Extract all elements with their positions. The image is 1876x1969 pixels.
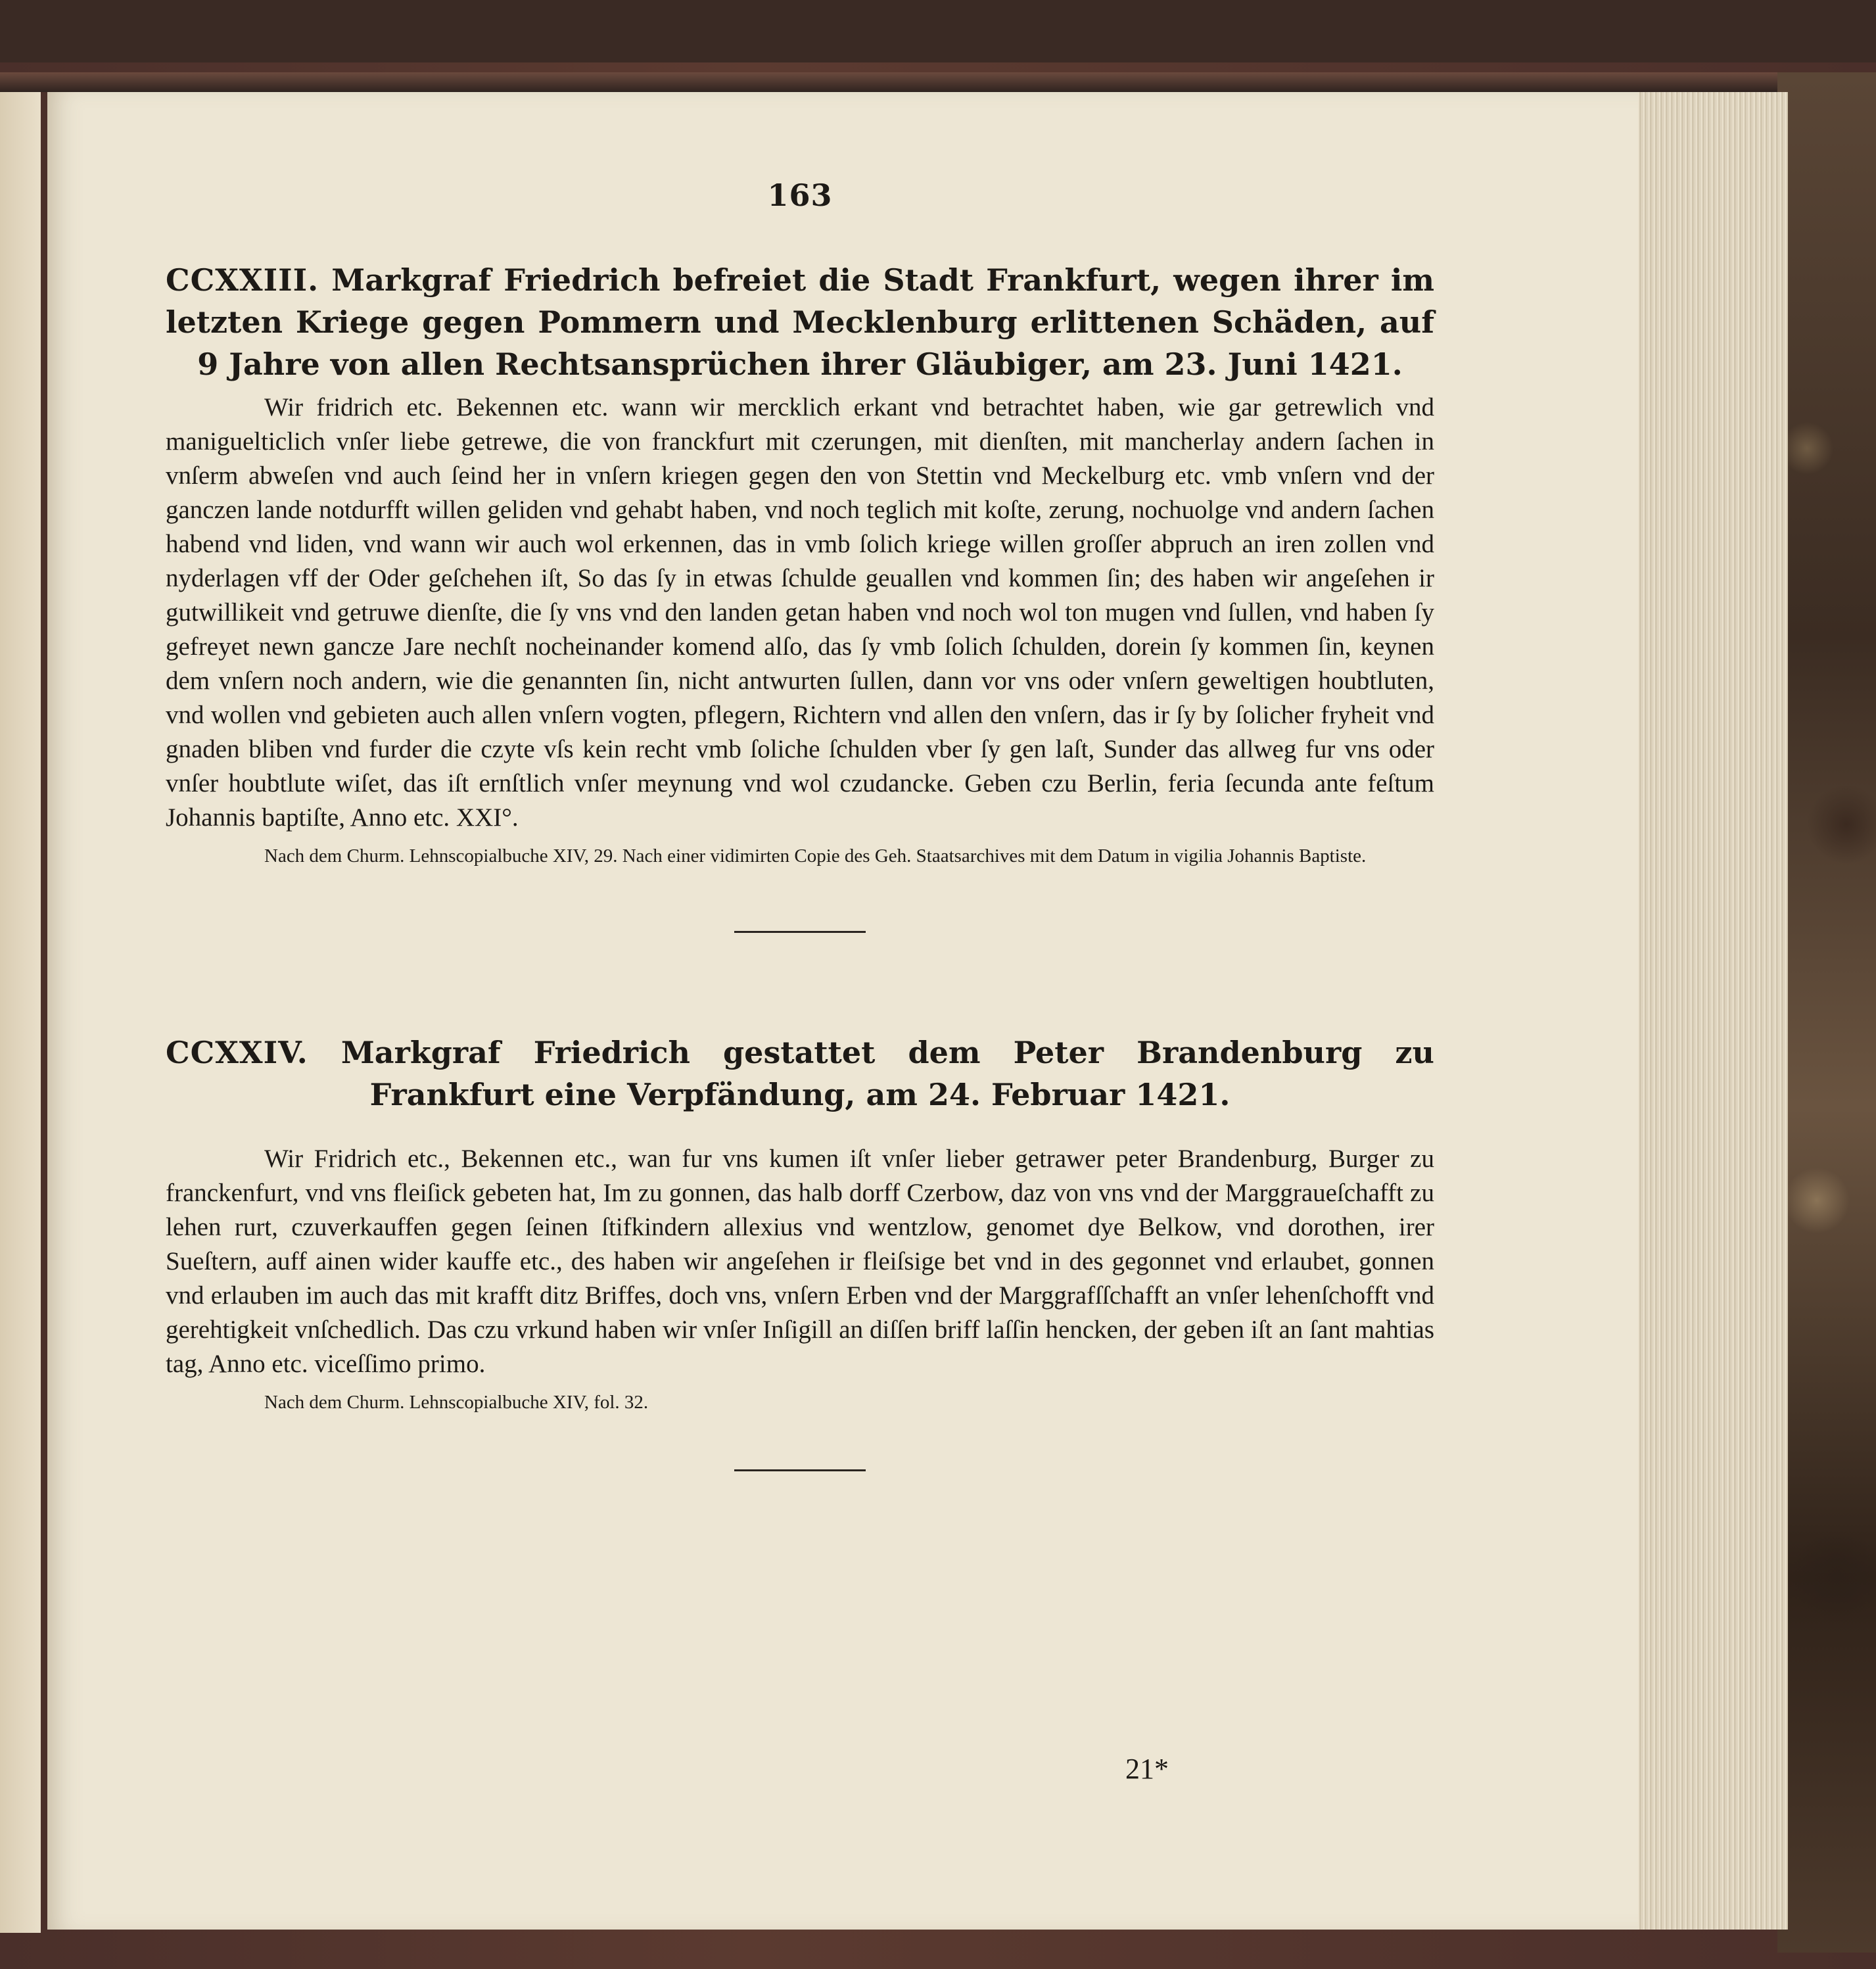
page-content: [166, 178, 1434, 1471]
printer-signature-mark: 21*: [1125, 1753, 1169, 1785]
source-note: Nach dem Churm. Lehnscopialbuche XIV, fol. 32.: [264, 1392, 649, 1413]
document-number: CCXXIII.: [166, 262, 319, 298]
document-heading: [166, 259, 1434, 385]
source-note: Nach dem Churm. Lehnscopialbuche XIV, 29. Nach einer vidimirten Copie des Geh. Staatsarchives mit dem Datum in vigilia Johannis Baptiste.: [264, 845, 1367, 866]
document-heading: [166, 1032, 1434, 1116]
section-divider-bottom: [734, 1469, 866, 1471]
document-ccxxiii: [166, 259, 1434, 870]
section-divider: [734, 931, 866, 933]
facing-page-edge: [0, 92, 41, 1933]
document-ccxxiv: [166, 1032, 1434, 1417]
book-top-edge: [0, 72, 1854, 92]
document-body: Wir fridrich etc. Bekennen etc. wann wir mercklich erkant vnd betrachtet haben, wie gar getrewlich vnd maniguelticlich vnſer liebe getrewe, die von franckfurt mit czerungen, mit dienſten, mit mancherlay andern ſachen in vnſerm abweſen vnd auch ſeind her in vnſern kriegen gegen den von Stettin vnd Meckelburg etc. vmb vnſern vnd der ganczen lande notdurfft willen geliden vnd gehabt haben, vnd noch teglich mit koſte, zerung, nochuolge vnd andern ſachen habend vnd liden, vnd wann wir auch wol erkennen, das in vmb ſolich kriege willen groſſer abpruch an iren zollen vnd nyderlagen vff der Oder geſchehen iſt, So das ſy in etwas ſchulde geuallen vnd kommen ſin; des haben wir angeſehen ir gutwillikeit vnd getruwe dienſte, die ſy vns vnd den landen getan haben vnd noch wol ton mugen vnd ſullen, vnd haben ſy gefreyet newn gancze Jare nechſt nocheinander komend alſo, das ſy vmb ſolich ſchulden, dorein ſy kommen ſin, keynen dem vnſern noch andern, wie die genannten ſin, nicht antwurten ſullen, dann vor vns oder vnſern geweltigen houbtluten, vnd wollen vnd gebieten auch allen vnſern vogten, pflegern, Richtern vnd allen den vnſern, das ir ſy by ſolicher fryheit vnd gnaden bliben vnd furder die czyte vſs kein recht vmb ſoliche ſchulden vber ſy gen laſt, Sunder das allweg fur vns oder vnſer houbtlute wiſet, das iſt ernſtlich vnſer meynung vnd wol czudancke. Geben czu Berlin, feria ſecunda ante feſtum Johannis baptiſte, Anno etc. XXI°.: [166, 393, 1434, 832]
book-page: [47, 92, 1638, 1930]
page-number: 163: [767, 178, 833, 213]
document-body: Wir Fridrich etc., Bekennen etc., wan fur vns kumen iſt vnſer lieber getrawer peter Brandenburg, Burger zu franckenfurt, vnd vns fleiſick gebeten hat, Im zu gonnen, das halb dorff Czerbow, daz von vns vnd der Marggraueſchafft zu lehen rurt, czuverkauffen gegen ſeinen ſtifkindern allexius vnd wentzlow, genomet dye Belkow, vnd dorothen, irer Sueſtern, auff ainen wider kauffe etc., des haben wir angeſehen ir fleiſsige bet vnd in des gegonnet vnd erlaubet, gonnen vnd erlauben im auch das mit krafft ditz Briffes, doch vns, vnſern Erben vnd der Marggrafſſchafft an vnſer lehenſchofft vnd gerehtigkeit vnſchedlich. Das czu vrkund haben wir vnſer Inſigill an diſſen briff laſſin hencken, der geben iſt an ſant mahtias tag, Anno etc. viceſſimo primo.: [166, 1145, 1434, 1378]
marbled-endpaper: [1777, 72, 1876, 1953]
document-title: Markgraf Friedrich gestattet dem Peter Brandenburg zu Frankfurt eine Verpfändung, am 24. Februar 1421.: [340, 1035, 1434, 1112]
document-number: CCXXIV.: [166, 1035, 308, 1070]
document-title: Markgraf Friedrich befreiet die Stadt Frankfurt, wegen ihrer im letzten Kriege gegen Pommern und Mecklenburg erlittenen Schäden, auf 9 Jahre von allen Rechtsansprüchen ihrer Gläubiger, am 23. Juni 1421.: [166, 262, 1434, 382]
page-block-edges: [1637, 92, 1788, 1930]
